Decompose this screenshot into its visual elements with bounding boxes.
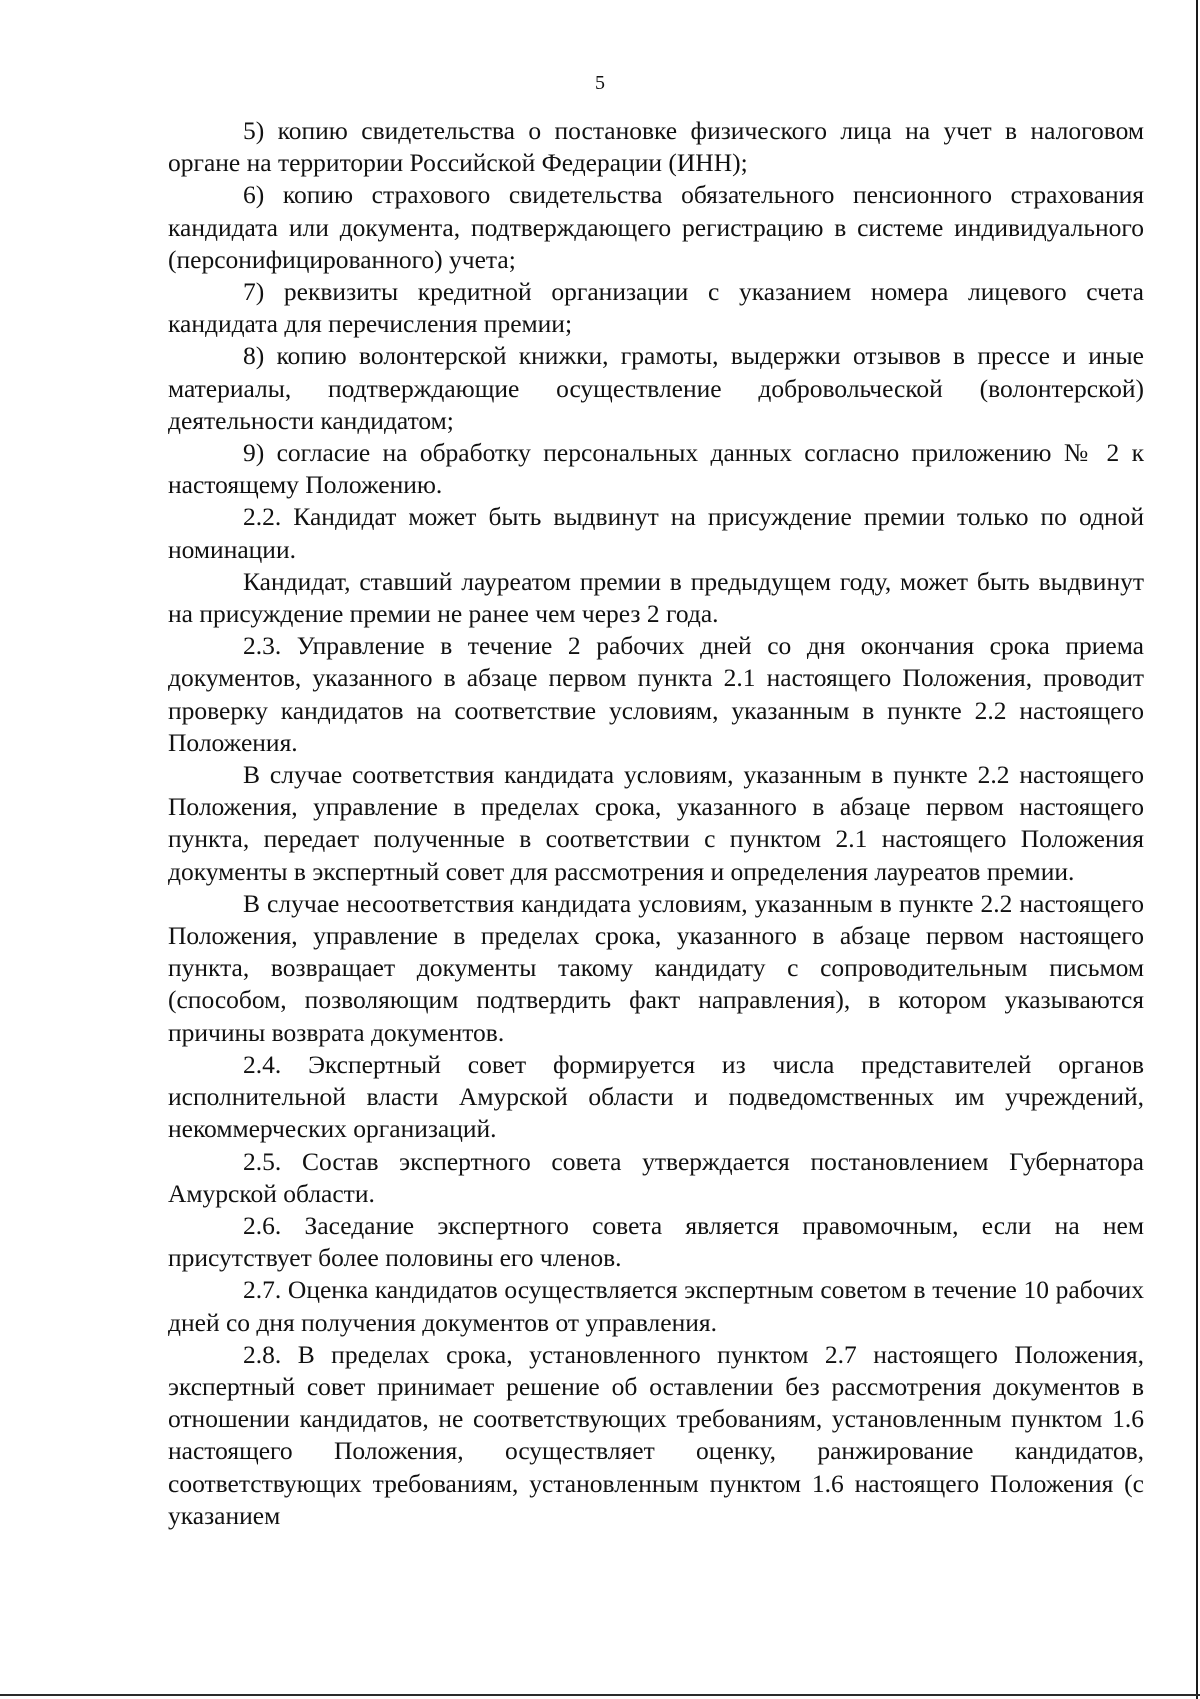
paragraph-clause-2-2-second: Кандидат, ставший лауреатом премии в предыдущем году, может быть выдвинут на присуждение премии не ранее чем через 2 года.	[168, 566, 1144, 629]
document-body	[168, 115, 1144, 1532]
paragraph-item-5: 5) копию свидетельства о постановке физического лица на учет в налоговом органе на территории Российской Федерации (ИНН);	[168, 116, 1144, 178]
paragraph-item-7: 7) реквизиты кредитной организации с указанием номера лицевого счета кандидата для перечисления премии;	[168, 277, 1144, 339]
paragraph-item-9: 9) согласие на обработку персональных данных согласно приложению № 2 к настоящему Положению.	[168, 438, 1144, 500]
paragraph-clause-2-2: 2.2. Кандидат может быть выдвинут на присуждение премии только по одной номинации.	[168, 502, 1144, 564]
paragraph-clause-2-3: 2.3. Управление в течение 2 рабочих дней со дня окончания срока приема документов, указанного в абзаце первом пункта 2.1 настоящего Положения, проводит проверку кандидатов на соответствие условиям, указанным в пункте 2.2 настоящего Положения.	[168, 631, 1144, 757]
paragraph-item-8: 8) копию волонтерской книжки, грамоты, выдержки отзывов в прессе и иные материалы, подтверждающие осуществление добровольческой (волонтерской) деятельности кандидатом;	[168, 341, 1144, 435]
paragraph-item-6: 6) копию страхового свидетельства обязательного пенсионного страхования кандидата или документа, подтверждающего регистрацию в системе индивидуального (персонифицированного) учета;	[168, 180, 1144, 274]
page-edge-bottom	[0, 1694, 1200, 1696]
paragraph-clause-2-4: 2.4. Экспертный совет формируется из числа представителей органов исполнительной власти Амурской области и подведомственных им учреждений, некоммерческих организаций.	[168, 1049, 1144, 1144]
page-edge-right	[1196, 0, 1198, 1699]
paragraph-clause-2-5: 2.5. Состав экспертного совета утверждается постановлением Губернатора Амурской области.	[168, 1146, 1144, 1208]
paragraph-clause-2-8: 2.8. В пределах срока, установленного пунктом 2.7 настоящего Положения, экспертный совет принимает решение об оставлении без рассмотрения документов в отношении кандидатов, не соответствующих требованиям, установленным пунктом 1.6 настоящего Положения, осуществляет оценку, ранжирование кандидатов, соответствующих требованиям, установленным пунктом 1.6 настоящего Положения (с указанием	[168, 1339, 1144, 1530]
paragraph-clause-2-3-noncompliance: В случае несоответствия кандидата условиям, указанным в пункте 2.2 настоящего Положения, управление в пределах срока, указанного в абзаце первом настоящего пункта, возвращает документы такому кандидату с сопроводительным письмом (способом, позволяющим подтвердить факт направления), в котором указываются причины возврата документов.	[168, 888, 1144, 1047]
paragraph-clause-2-3-compliance: В случае соответствия кандидата условиям, указанным в пункте 2.2 настоящего Положения, управление в пределах срока, указанного в абзаце первом настоящего пункта, передает полученные в соответствии с пунктом 2.1 настоящего Положения документы в экспертный совет для рассмотрения и определения лауреатов премии.	[168, 760, 1144, 886]
page-number: 5	[595, 72, 605, 94]
paragraph-clause-2-7: 2.7. Оценка кандидатов осуществляется экспертным советом в течение 10 рабочих дней со дня получения документов от управления.	[168, 1275, 1144, 1337]
paragraph-clause-2-6: 2.6. Заседание экспертного совета является правомочным, если на нем присутствует более половины его членов.	[168, 1210, 1144, 1273]
